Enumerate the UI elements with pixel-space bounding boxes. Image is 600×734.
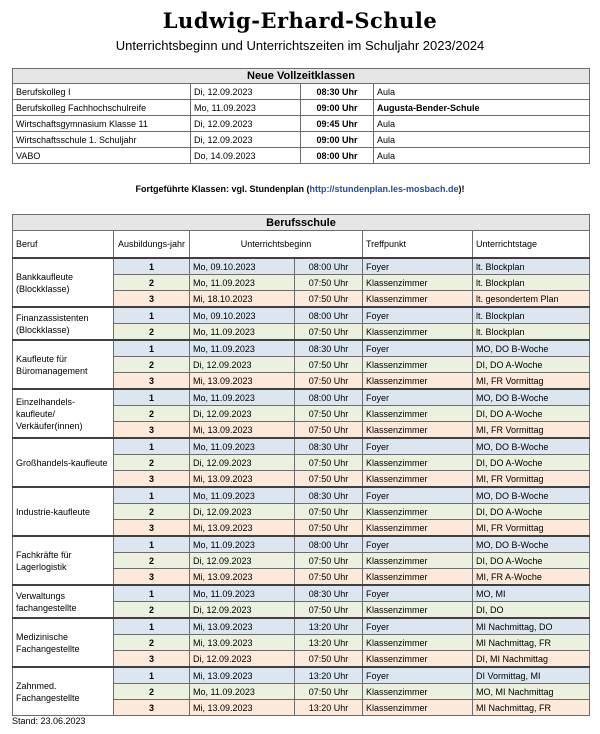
unterrichtstage-cell: lt. gesondertem Plan [473, 291, 590, 308]
datum-cell: Mo, 11.09.2023 [190, 438, 295, 455]
stand-date: Stand: 23.06.2023 [12, 716, 86, 726]
zeit-cell: 07:50 Uhr [295, 471, 363, 488]
unterrichtstage-cell: MI Nachmittag, FR [473, 635, 590, 651]
datum-cell: Mo, 11.09.2023 [190, 340, 295, 357]
vollzeit-ort: Aula [374, 148, 590, 164]
jahr-cell: 1 [114, 536, 190, 553]
jahr-cell: 2 [114, 635, 190, 651]
col-tage: Unterrichtstage [473, 231, 590, 259]
treffpunkt-cell: Klassenzimmer [363, 602, 473, 619]
table-row [13, 389, 590, 406]
zeit-cell: 08:00 Uhr [295, 258, 363, 275]
jahr-cell: 2 [114, 504, 190, 520]
vollzeit-datum: Di, 12.09.2023 [191, 132, 301, 148]
berufsschule-table [12, 214, 590, 716]
page-title: Ludwig-Erhard-Schule [162, 8, 438, 33]
treffpunkt-cell: Klassenzimmer [363, 700, 473, 716]
fortgefuehrte-note [0, 184, 600, 194]
unterrichtstage-cell: MI, FR Vormittag [473, 520, 590, 537]
unterrichtstage-cell: MI, FR Vormittag [473, 422, 590, 439]
treffpunkt-cell: Klassenzimmer [363, 569, 473, 586]
zeit-cell: 07:50 Uhr [295, 324, 363, 341]
datum-cell: Mi, 13.09.2023 [190, 569, 295, 586]
jahr-cell: 1 [114, 438, 190, 455]
treffpunkt-cell: Klassenzimmer [363, 406, 473, 422]
zeit-cell: 13:20 Uhr [295, 618, 363, 635]
unterrichtstage-cell: lt. Blockplan [473, 307, 590, 324]
table-row [13, 487, 590, 504]
col-beruf: Beruf [13, 231, 114, 259]
berufsschule-header: Berufsschule [13, 215, 590, 231]
treffpunkt-cell: Foyer [363, 487, 473, 504]
unterrichtstage-cell: MO, MI [473, 585, 590, 602]
unterrichtstage-cell: lt. Blockplan [473, 275, 590, 291]
datum-cell: Mi, 13.09.2023 [190, 700, 295, 716]
jahr-cell: 3 [114, 520, 190, 537]
vollzeit-datum: Do, 14.09.2023 [191, 148, 301, 164]
beruf-cell: Industrie-kaufleute [13, 487, 114, 536]
treffpunkt-cell: Klassenzimmer [363, 324, 473, 341]
page-subtitle: Unterrichtsbeginn und Unterrichtszeiten im Schuljahr 2023/2024 [115, 38, 485, 53]
datum-cell: Mo, 11.09.2023 [190, 487, 295, 504]
vollzeit-ort: Aula [374, 84, 590, 100]
jahr-cell: 1 [114, 585, 190, 602]
vollzeit-row [13, 116, 590, 132]
zeit-cell: 07:50 Uhr [295, 291, 363, 308]
jahr-cell: 3 [114, 651, 190, 668]
vollzeit-klasse: VABO [13, 148, 191, 164]
unterrichtstage-cell: MO, DO B-Woche [473, 536, 590, 553]
unterrichtstage-cell: DI, DO A-Woche [473, 553, 590, 569]
jahr-cell: 2 [114, 455, 190, 471]
zeit-cell: 07:50 Uhr [295, 504, 363, 520]
unterrichtstage-cell: MI, FR Vormittag [473, 471, 590, 488]
vollzeit-zeit: 09:00 Uhr [301, 100, 374, 116]
zeit-cell: 08:30 Uhr [295, 340, 363, 357]
treffpunkt-cell: Klassenzimmer [363, 275, 473, 291]
datum-cell: Mo, 11.09.2023 [190, 389, 295, 406]
jahr-cell: 1 [114, 487, 190, 504]
zeit-cell: 08:30 Uhr [295, 438, 363, 455]
treffpunkt-cell: Klassenzimmer [363, 504, 473, 520]
unterrichtstage-cell: MI Nachmittag, FR [473, 700, 590, 716]
unterrichtstage-cell: MI Nachmittag, DO [473, 618, 590, 635]
datum-cell: Mo, 09.10.2023 [190, 307, 295, 324]
jahr-cell: 2 [114, 684, 190, 700]
zeit-cell: 07:50 Uhr [295, 520, 363, 537]
vollzeit-zeit: 08:00 Uhr [301, 148, 374, 164]
zeit-cell: 07:50 Uhr [295, 553, 363, 569]
unterrichtstage-cell: lt. Blockplan [473, 258, 590, 275]
table-row [13, 307, 590, 324]
beruf-cell: Finanzassistenten (Blockklasse) [13, 307, 114, 340]
datum-cell: Mo, 11.09.2023 [190, 536, 295, 553]
vollzeit-table [12, 68, 590, 164]
datum-cell: Di, 12.09.2023 [190, 455, 295, 471]
treffpunkt-cell: Klassenzimmer [363, 684, 473, 700]
treffpunkt-cell: Klassenzimmer [363, 373, 473, 390]
zeit-cell: 07:50 Uhr [295, 373, 363, 390]
datum-cell: Di, 12.09.2023 [190, 504, 295, 520]
vollzeit-row [13, 100, 590, 116]
vollzeit-row [13, 148, 590, 164]
jahr-cell: 1 [114, 618, 190, 635]
datum-cell: Mi, 13.09.2023 [190, 520, 295, 537]
datum-cell: Di, 12.09.2023 [190, 651, 295, 668]
datum-cell: Mo, 11.09.2023 [190, 585, 295, 602]
table-row [13, 667, 590, 684]
jahr-cell: 1 [114, 389, 190, 406]
jahr-cell: 2 [114, 275, 190, 291]
zeit-cell: 13:20 Uhr [295, 667, 363, 684]
treffpunkt-cell: Klassenzimmer [363, 357, 473, 373]
vollzeit-datum: Di, 12.09.2023 [191, 84, 301, 100]
jahr-cell: 3 [114, 291, 190, 308]
vollzeit-klasse: Berufskolleg Fachhochschulreife [13, 100, 191, 116]
jahr-cell: 3 [114, 700, 190, 716]
beruf-cell: Bankkaufleute (Blockklasse) [13, 258, 114, 307]
zeit-cell: 07:50 Uhr [295, 651, 363, 668]
jahr-cell: 1 [114, 667, 190, 684]
treffpunkt-cell: Klassenzimmer [363, 455, 473, 471]
datum-cell: Mi, 13.09.2023 [190, 373, 295, 390]
zeit-cell: 13:20 Uhr [295, 700, 363, 716]
treffpunkt-cell: Klassenzimmer [363, 471, 473, 488]
datum-cell: Mo, 11.09.2023 [190, 684, 295, 700]
unterrichtstage-cell: DI, DO A-Woche [473, 455, 590, 471]
datum-cell: Mi, 13.09.2023 [190, 471, 295, 488]
jahr-cell: 3 [114, 422, 190, 439]
table-row [13, 438, 590, 455]
zeit-cell: 07:50 Uhr [295, 357, 363, 373]
datum-cell: Mi, 13.09.2023 [190, 635, 295, 651]
datum-cell: Mo, 11.09.2023 [190, 275, 295, 291]
unterrichtstage-cell: MI, FR Vormittag [473, 373, 590, 390]
datum-cell: Mi, 13.09.2023 [190, 422, 295, 439]
zeit-cell: 08:00 Uhr [295, 389, 363, 406]
zeit-cell: 08:30 Uhr [295, 585, 363, 602]
zeit-cell: 07:50 Uhr [295, 275, 363, 291]
treffpunkt-cell: Foyer [363, 438, 473, 455]
stundenplan-link[interactable]: http://stundenplan.les-mosbach.de [309, 184, 459, 194]
treffpunkt-cell: Klassenzimmer [363, 635, 473, 651]
note-suffix: )! [458, 184, 465, 194]
table-row [13, 585, 590, 602]
datum-cell: Mi, 13.09.2023 [190, 667, 295, 684]
zeit-cell: 07:50 Uhr [295, 684, 363, 700]
vollzeit-zeit: 08:30 Uhr [301, 84, 374, 100]
jahr-cell: 2 [114, 357, 190, 373]
treffpunkt-cell: Klassenzimmer [363, 422, 473, 439]
unterrichtstage-cell: DI, DO A-Woche [473, 357, 590, 373]
zeit-cell: 07:50 Uhr [295, 406, 363, 422]
vollzeit-zeit: 09:45 Uhr [301, 116, 374, 132]
unterrichtstage-cell: MO, DO B-Woche [473, 487, 590, 504]
unterrichtstage-cell: DI, DO A-Woche [473, 504, 590, 520]
unterrichtstage-cell: MO, DO B-Woche [473, 389, 590, 406]
treffpunkt-cell: Foyer [363, 585, 473, 602]
unterrichtstage-cell: DI, DO [473, 602, 590, 619]
vollzeit-datum: Di, 12.09.2023 [191, 116, 301, 132]
treffpunkt-cell: Foyer [363, 258, 473, 275]
vollzeit-ort: Augusta-Bender-Schule [374, 100, 590, 116]
jahr-cell: 3 [114, 373, 190, 390]
jahr-cell: 1 [114, 258, 190, 275]
jahr-cell: 2 [114, 553, 190, 569]
beruf-cell: Kaufleute für Büromanagement [13, 340, 114, 389]
zeit-cell: 07:50 Uhr [295, 602, 363, 619]
zeit-cell: 08:00 Uhr [295, 536, 363, 553]
col-beginn: Unterrichtsbeginn [190, 231, 363, 259]
datum-cell: Di, 12.09.2023 [190, 602, 295, 619]
vollzeit-klasse: Wirtschaftsschule 1. Schuljahr [13, 132, 191, 148]
datum-cell: Di, 12.09.2023 [190, 553, 295, 569]
zeit-cell: 07:50 Uhr [295, 455, 363, 471]
treffpunkt-cell: Klassenzimmer [363, 520, 473, 537]
vollzeit-header: Neue Vollzeitklassen [13, 69, 590, 84]
zeit-cell: 07:50 Uhr [295, 422, 363, 439]
vollzeit-ort: Aula [374, 116, 590, 132]
beruf-cell: Einzelhandels-kaufleute/ Verkäufer(innen) [13, 389, 114, 438]
vollzeit-row [13, 84, 590, 100]
vollzeit-datum: Mo, 11.09.2023 [191, 100, 301, 116]
zeit-cell: 07:50 Uhr [295, 569, 363, 586]
jahr-cell: 2 [114, 324, 190, 341]
datum-cell: Mo, 09.10.2023 [190, 258, 295, 275]
treffpunkt-cell: Foyer [363, 667, 473, 684]
treffpunkt-cell: Klassenzimmer [363, 291, 473, 308]
beruf-cell: Verwaltungs fachangestellte [13, 585, 114, 618]
treffpunkt-cell: Foyer [363, 618, 473, 635]
vollzeit-zeit: 09:00 Uhr [301, 132, 374, 148]
note-prefix: Fortgeführte Klassen: vgl. Stundenplan ( [135, 184, 310, 194]
unterrichtstage-cell: DI, MI Nachmittag [473, 651, 590, 668]
col-treff: Treffpunkt [363, 231, 473, 259]
zeit-cell: 08:00 Uhr [295, 307, 363, 324]
beruf-cell: Großhandels-kaufleute [13, 438, 114, 487]
unterrichtstage-cell: DI Vormittag, MI [473, 667, 590, 684]
jahr-cell: 3 [114, 471, 190, 488]
datum-cell: Mo, 11.09.2023 [190, 324, 295, 341]
table-row [13, 258, 590, 275]
jahr-cell: 1 [114, 307, 190, 324]
datum-cell: Mi, 18.10.2023 [190, 291, 295, 308]
vollzeit-klasse: Berufskolleg I [13, 84, 191, 100]
zeit-cell: 13:20 Uhr [295, 635, 363, 651]
treffpunkt-cell: Foyer [363, 536, 473, 553]
unterrichtstage-cell: MO, MI Nachmittag [473, 684, 590, 700]
jahr-cell: 3 [114, 569, 190, 586]
table-row [13, 340, 590, 357]
zeit-cell: 08:30 Uhr [295, 487, 363, 504]
unterrichtstage-cell: MO, DO B-Woche [473, 438, 590, 455]
beruf-cell: Medizinische Fachangestellte [13, 618, 114, 667]
jahr-cell: 2 [114, 406, 190, 422]
treffpunkt-cell: Klassenzimmer [363, 651, 473, 668]
datum-cell: Mi, 13.09.2023 [190, 618, 295, 635]
table-row [13, 536, 590, 553]
table-row [13, 618, 590, 635]
unterrichtstage-cell: lt. Blockplan [473, 324, 590, 341]
treffpunkt-cell: Foyer [363, 307, 473, 324]
jahr-cell: 2 [114, 602, 190, 619]
unterrichtstage-cell: DI, DO A-Woche [473, 406, 590, 422]
beruf-cell: Fachkräfte für Lagerlogistik [13, 536, 114, 585]
jahr-cell: 1 [114, 340, 190, 357]
vollzeit-klasse: Wirtschaftsgymnasium Klasse 11 [13, 116, 191, 132]
unterrichtstage-cell: MO, DO B-Woche [473, 340, 590, 357]
treffpunkt-cell: Foyer [363, 389, 473, 406]
datum-cell: Di, 12.09.2023 [190, 406, 295, 422]
beruf-cell: Zahnmed. Fachangestellte [13, 667, 114, 716]
datum-cell: Di, 12.09.2023 [190, 357, 295, 373]
unterrichtstage-cell: MI, FR A-Woche [473, 569, 590, 586]
treffpunkt-cell: Foyer [363, 340, 473, 357]
treffpunkt-cell: Klassenzimmer [363, 553, 473, 569]
col-jahr: Ausbildungs-jahr [114, 231, 190, 259]
vollzeit-ort: Aula [374, 132, 590, 148]
vollzeit-row [13, 132, 590, 148]
